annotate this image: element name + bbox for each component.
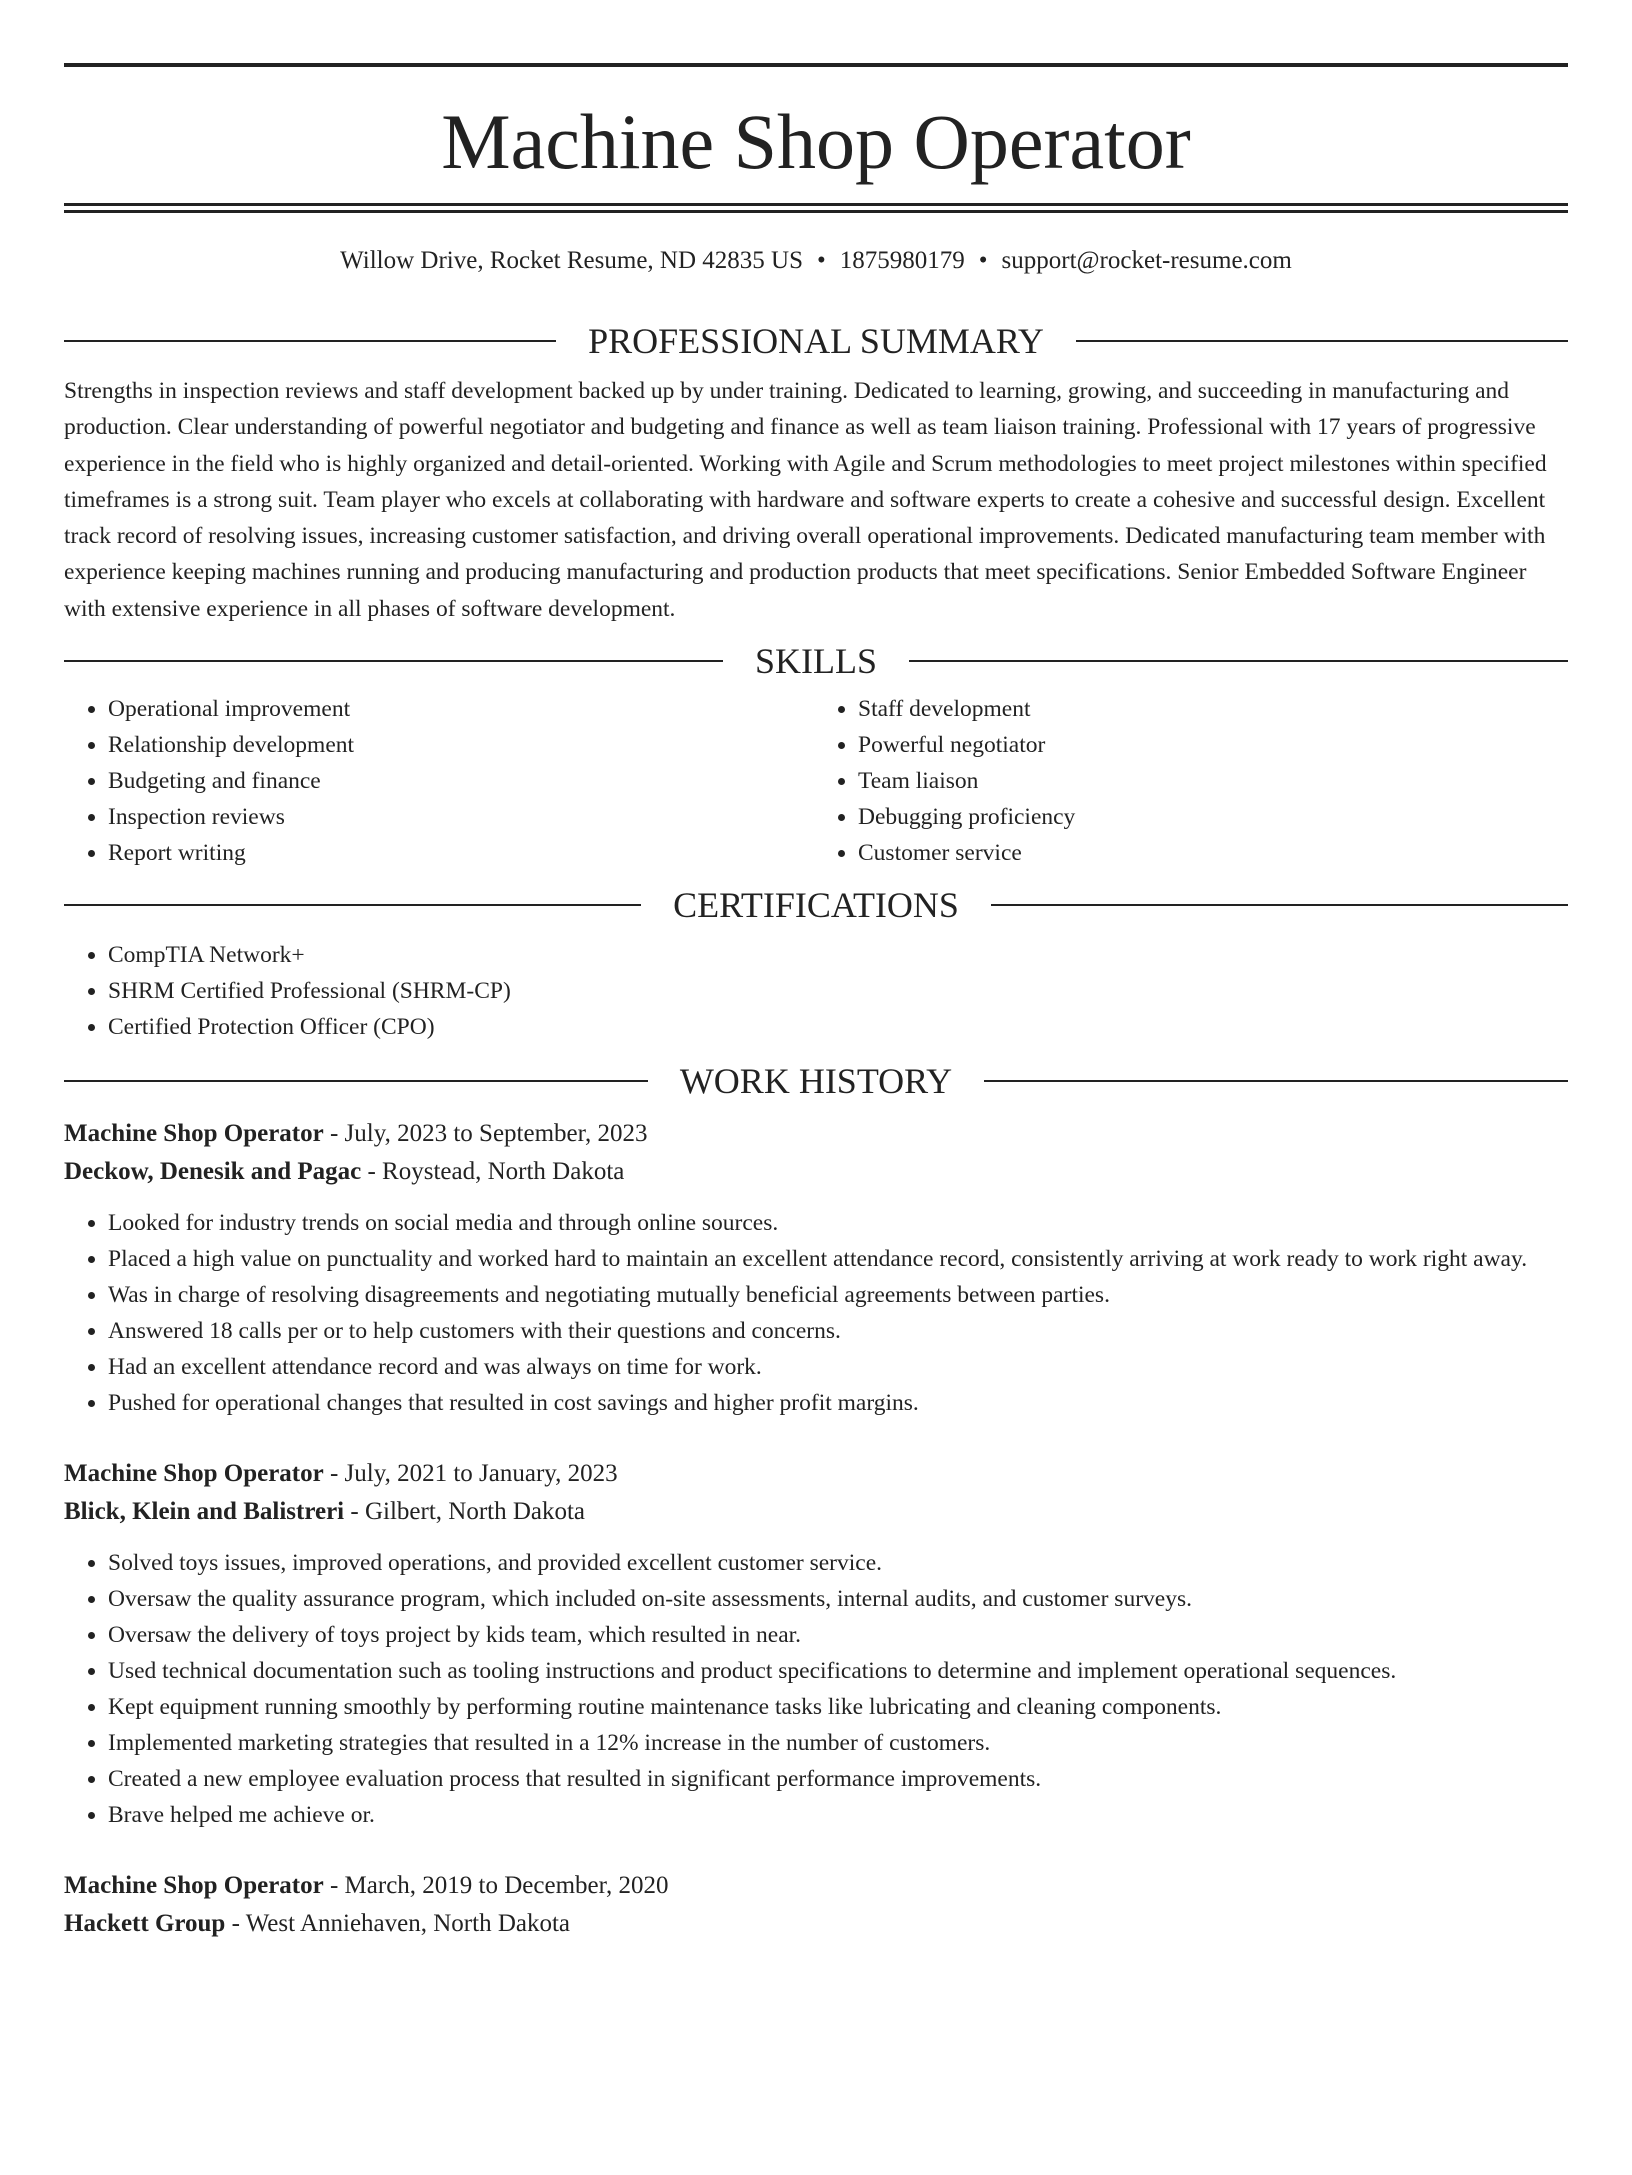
summary-text: Strengths in inspection reviews and staff development backed up by under training. Dedicated to learning, growing, and succeeding in manufacturing and production. Clear understanding of powerful negotiator and budgeting and finance as well as team liaison training. Professional with 17 years of progressive experience in the field who is highly organized and detail-oriented. Working with Agile and Scrum methodologies to meet project milestones within specified timeframes is a strong suit. Team player who excels at collaborating with hardware and software experts to create a cohesive and successful design. Excellent track record of resolving issues, increasing customer satisfaction, and driving overall operational improvements. Dedicated manufacturing team member with experience keeping machines running and producing manufacturing and production products that meet specifications. Senior Embedded Software Engineer with extensive experience in all phases of software development.	[64, 378, 1547, 622]
resume-name: Machine Shop Operator	[441, 98, 1191, 185]
job-bullet: • Looked for industry trends on social media and through online sources.	[108, 1205, 1568, 1241]
section-title: SKILLS	[755, 641, 878, 682]
job-company: Hackett Group	[64, 1910, 226, 1938]
job-bullet: • Had an excellent attendance record and was always on time for work.	[108, 1349, 1568, 1385]
section-header-certifications	[64, 883, 1568, 927]
skill-item: • Relationship development	[108, 727, 818, 763]
skill-item: • Inspection reviews	[108, 799, 818, 835]
name-double-rule	[64, 203, 1568, 213]
skills-columns	[64, 691, 1568, 871]
job-entry	[64, 1455, 1568, 1833]
certification-item: • CompTIA Network+	[108, 937, 1568, 973]
top-rule	[64, 63, 1568, 67]
job-bullet: • Oversaw the delivery of toys project by kids team, which resulted in near.	[108, 1617, 1568, 1653]
section-rule	[64, 1080, 648, 1082]
job-role: Machine Shop Operator	[64, 1460, 324, 1488]
job-company: Deckow, Denesik and Pagac	[64, 1158, 362, 1186]
section-header-summary	[64, 319, 1568, 363]
resume-page	[64, 63, 1568, 1943]
job-entry	[64, 1115, 1568, 1421]
section-rule	[64, 904, 641, 906]
job-title-line	[64, 1867, 1568, 1905]
section-rule	[991, 904, 1568, 906]
job-bullet: • Oversaw the quality assurance program, which included on-site assessments, internal audits, and customer surveys.	[108, 1581, 1568, 1617]
job-bullet: • Placed a high value on punctuality and worked hard to maintain an excellent attendance record, consistently arriving at work ready to work right away.	[108, 1241, 1568, 1277]
skills-right-list	[818, 691, 1568, 871]
job-bullet: • Solved toys issues, improved operations, and provided excellent customer service.	[108, 1545, 1568, 1581]
job-company-line	[64, 1493, 1568, 1531]
skill-item: • Report writing	[108, 835, 818, 871]
job-dates: - March, 2019 to December, 2020	[323, 1872, 669, 1900]
job-role: Machine Shop Operator	[64, 1872, 324, 1900]
job-bullet: • Created a new employee evaluation process that resulted in significant performance improvements.	[108, 1761, 1568, 1797]
section-rule	[64, 660, 723, 662]
job-title-line	[64, 1115, 1568, 1153]
section-rule	[64, 340, 556, 342]
job-dates: - July, 2021 to January, 2023	[323, 1460, 618, 1488]
contact-separator: •	[817, 247, 826, 274]
certification-item: • SHRM Certified Professional (SHRM-CP)	[108, 973, 1568, 1009]
job-role: Machine Shop Operator	[64, 1120, 324, 1148]
skill-item: • Budgeting and finance	[108, 763, 818, 799]
section-rule	[984, 1080, 1568, 1082]
job-bullet: • Brave helped me achieve or.	[108, 1797, 1568, 1833]
job-entry	[64, 1867, 1568, 1943]
skill-item: • Staff development	[858, 691, 1568, 727]
section-title: WORK HISTORY	[679, 1061, 953, 1102]
job-bullet-list	[64, 1205, 1568, 1421]
job-bullet: • Used technical documentation such as tooling instructions and product specifications to determine and implement operational sequences.	[108, 1653, 1568, 1689]
contact-email: support@rocket-resume.com	[1001, 247, 1292, 274]
contact-line	[64, 246, 1568, 276]
job-bullet: • Pushed for operational changes that resulted in cost savings and higher profit margins.	[108, 1385, 1568, 1421]
section-header-work-history	[64, 1059, 1568, 1103]
job-location: - Gilbert, North Dakota	[344, 1498, 586, 1526]
skill-item: • Powerful negotiator	[858, 727, 1568, 763]
section-rule	[1076, 340, 1568, 342]
job-bullet: • Was in charge of resolving disagreements and negotiating mutually beneficial agreements between parties.	[108, 1277, 1568, 1313]
certifications-list	[64, 937, 1568, 1045]
skill-item: • Team liaison	[858, 763, 1568, 799]
job-company-line	[64, 1153, 1568, 1191]
contact-separator: •	[978, 247, 988, 274]
section-title: PROFESSIONAL SUMMARY	[588, 321, 1044, 361]
job-dates: - July, 2023 to September, 2023	[323, 1120, 648, 1148]
job-location: - Roystead, North Dakota	[361, 1158, 625, 1186]
job-location: - West Anniehaven, North Dakota	[225, 1910, 571, 1938]
skill-item: • Customer service	[858, 835, 1568, 871]
contact-phone: 1875980179	[839, 247, 965, 274]
section-header-skills	[64, 639, 1568, 683]
job-company-line	[64, 1905, 1568, 1943]
job-bullet-list	[64, 1545, 1568, 1833]
job-bullet: • Answered 18 calls per or to help customers with their questions and concerns.	[108, 1313, 1568, 1349]
job-company: Blick, Klein and Balistreri	[64, 1498, 345, 1526]
section-title: CERTIFICATIONS	[673, 885, 959, 926]
job-bullet: • Kept equipment running smoothly by performing routine maintenance tasks like lubricating and cleaning components.	[108, 1689, 1568, 1725]
job-title-line	[64, 1455, 1568, 1493]
skill-item: • Debugging proficiency	[858, 799, 1568, 835]
section-rule	[909, 660, 1568, 662]
certification-item: • Certified Protection Officer (CPO)	[108, 1009, 1568, 1045]
skill-item: • Operational improvement	[108, 691, 818, 727]
skills-left-list	[64, 691, 818, 871]
contact-address: Willow Drive, Rocket Resume, ND 42835 US	[340, 247, 803, 274]
job-bullet: • Implemented marketing strategies that resulted in a 12% increase in the number of customers.	[108, 1725, 1568, 1761]
